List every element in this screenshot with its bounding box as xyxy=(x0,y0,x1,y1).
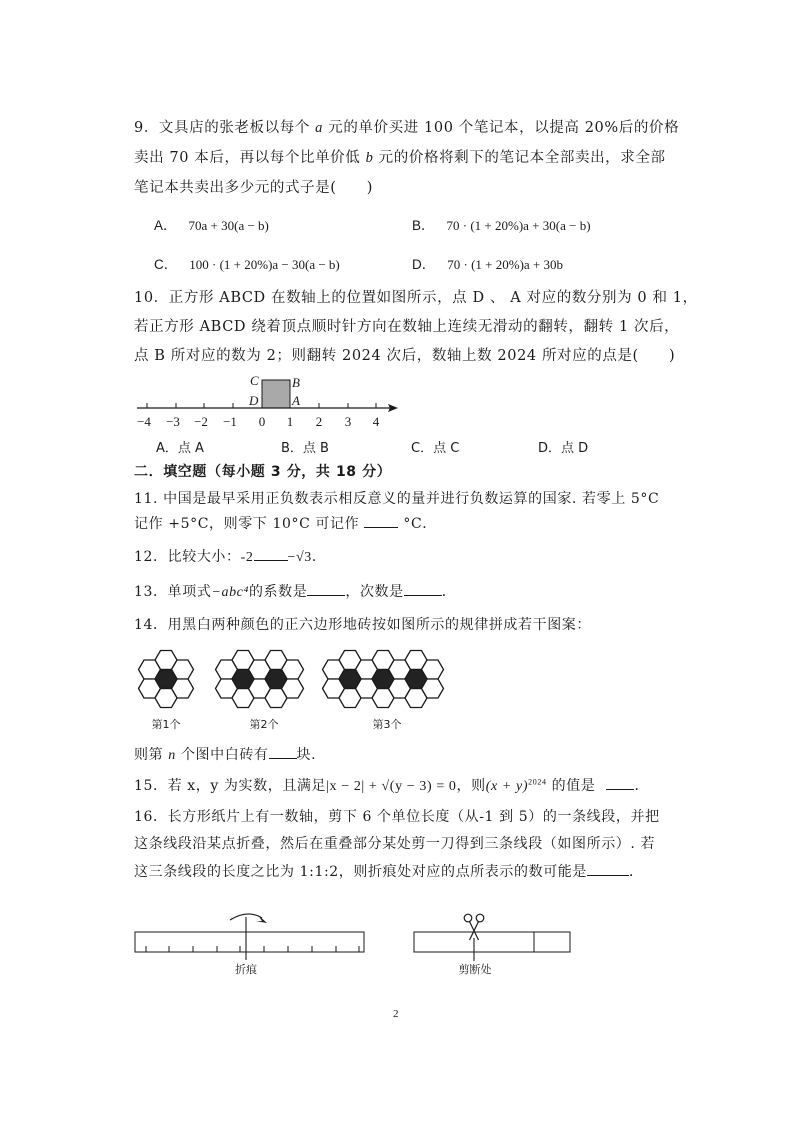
q9-line3: 笔记本共卖出多少元的式子是( ) xyxy=(134,180,374,196)
q12-end: ． xyxy=(311,549,327,565)
svg-text:D: D xyxy=(249,393,259,408)
option-label: B． xyxy=(412,218,435,233)
option-expr: 100 · (1 + 20%)a − 30(a − b) xyxy=(189,257,340,272)
q10-line2: 若正方形 ABCD 绕着顶点顺时针方向在数轴上连续无滑动的翻转，翻转 1 次后， xyxy=(134,319,680,335)
svg-text:0: 0 xyxy=(258,414,266,429)
option-text: 点 A xyxy=(177,441,204,456)
q13-text: 的系数是 xyxy=(248,584,308,600)
q15-text: ，则 xyxy=(456,778,486,794)
section-2-title: 二．填空题（每小题 3 分，共 18 分） xyxy=(134,464,392,480)
var-b: b xyxy=(365,150,374,166)
option-expr: 70a + 30(a − b) xyxy=(188,218,269,233)
option-expr: 70 · (1 + 20%)a + 30b xyxy=(447,257,563,272)
q13-text: 13．单项式 xyxy=(134,584,212,600)
q10-line3: 点 B 所对应的数为 2；则翻转 2024 次后，数轴上数 2024 所对应的点是( ) xyxy=(134,348,676,364)
q15-text: 15．若 x，y 为实数，且满足 xyxy=(134,778,327,794)
option-label: D． xyxy=(538,441,562,456)
q11-line1: 11. 中国是最早采用正负数表示相反意义的量并进行负数运算的国家. 若零上 5°C xyxy=(134,491,660,507)
svg-text:第2个: 第2个 xyxy=(249,718,279,731)
var-n: n xyxy=(168,748,176,763)
option-expr: 70 · (1 + 20%)a + 30(a − b) xyxy=(446,218,591,233)
svg-text:1: 1 xyxy=(286,414,294,429)
q14-text: 则第 xyxy=(134,747,164,763)
q10-line1: 10．正方形 ABCD 在数轴上的位置如图所示，点 D 、 A 对应的数分别为 0 和 1， xyxy=(134,290,698,306)
q16-text: 这三条线段的长度之比为 1:1:2，则折痕处对应的点所表示的数可能是 xyxy=(134,864,588,880)
option-text: 点 C xyxy=(433,441,460,456)
q11-text: °C． xyxy=(403,516,437,532)
var-a: a xyxy=(315,120,324,136)
q9-text: 元的价格将剩下的笔记本全部卖出，求全部 xyxy=(378,150,666,166)
svg-text:B: B xyxy=(292,375,300,390)
q15-text: 的值是 xyxy=(551,778,596,794)
q12-left: -2 xyxy=(240,550,254,565)
svg-text:第1个: 第1个 xyxy=(151,718,181,731)
q9-text: 9．文具店的张老板以每个 xyxy=(134,120,310,136)
svg-text:−1: −1 xyxy=(223,414,237,429)
option-label: A． xyxy=(154,218,177,233)
option-label: B． xyxy=(281,441,303,456)
q13-end: ． xyxy=(441,584,457,600)
svg-text:−3: −3 xyxy=(166,414,180,429)
q14-line1: 14．用黑白两种颜色的正六边形地砖按如图所示的规律拼成若干图案： xyxy=(134,617,592,633)
option-text: 点 D xyxy=(561,441,589,456)
page-number: 2 xyxy=(393,1008,399,1020)
q9-text: 卖出 70 本后，再以每个比单价低 xyxy=(134,150,361,166)
svg-text:C: C xyxy=(250,373,259,388)
q14-text: 个图中白砖有 xyxy=(180,747,269,763)
q15-end: ． xyxy=(634,778,650,794)
q14-text: 块. xyxy=(296,747,317,763)
svg-text:2: 2 xyxy=(315,414,323,429)
q12-right: −√3 xyxy=(287,550,312,565)
q12-text: 12．比较大小： xyxy=(134,549,241,565)
svg-text:A: A xyxy=(292,393,300,408)
option-label: C． xyxy=(411,441,434,456)
q16-end: ． xyxy=(629,864,644,880)
svg-text:4: 4 xyxy=(372,414,380,429)
q16-line2: 这条线段沿某点折叠，然后在重叠部分某处剪一刀得到三条线段（如图所示）. 若 xyxy=(134,836,656,852)
q15-condition: |x − 2| + √(y − 3) = 0 xyxy=(326,779,457,794)
svg-text:−4: −4 xyxy=(137,414,151,429)
q15-expression: (x + y) xyxy=(485,779,529,794)
svg-text:−2: −2 xyxy=(194,414,208,429)
q9-text: 元的单价买进 100 个笔记本，以提高 20%后的价格 xyxy=(328,120,680,136)
option-label: A． xyxy=(156,441,178,456)
svg-text:3: 3 xyxy=(344,414,352,429)
q13-text: ，次数是 xyxy=(345,584,404,600)
option-label: C． xyxy=(154,257,178,272)
option-label: D． xyxy=(412,257,436,272)
q13-monomial: −abc⁴ xyxy=(211,585,249,600)
q15-exponent: 2024 xyxy=(528,777,547,787)
option-text: 点 B xyxy=(302,441,329,456)
cut-caption: 剪断处 xyxy=(458,963,492,976)
folded-strip xyxy=(414,932,570,952)
fold-caption: 折痕 xyxy=(235,963,257,976)
q16-line1: 16．长方形纸片上有一数轴，剪下 6 个单位长度（从-1 到 5）的一条线段，并把 xyxy=(134,809,660,825)
svg-text:第3个: 第3个 xyxy=(372,718,402,731)
q11-text: 记作 +5°C，则零下 10°C 可记作 xyxy=(134,516,360,532)
